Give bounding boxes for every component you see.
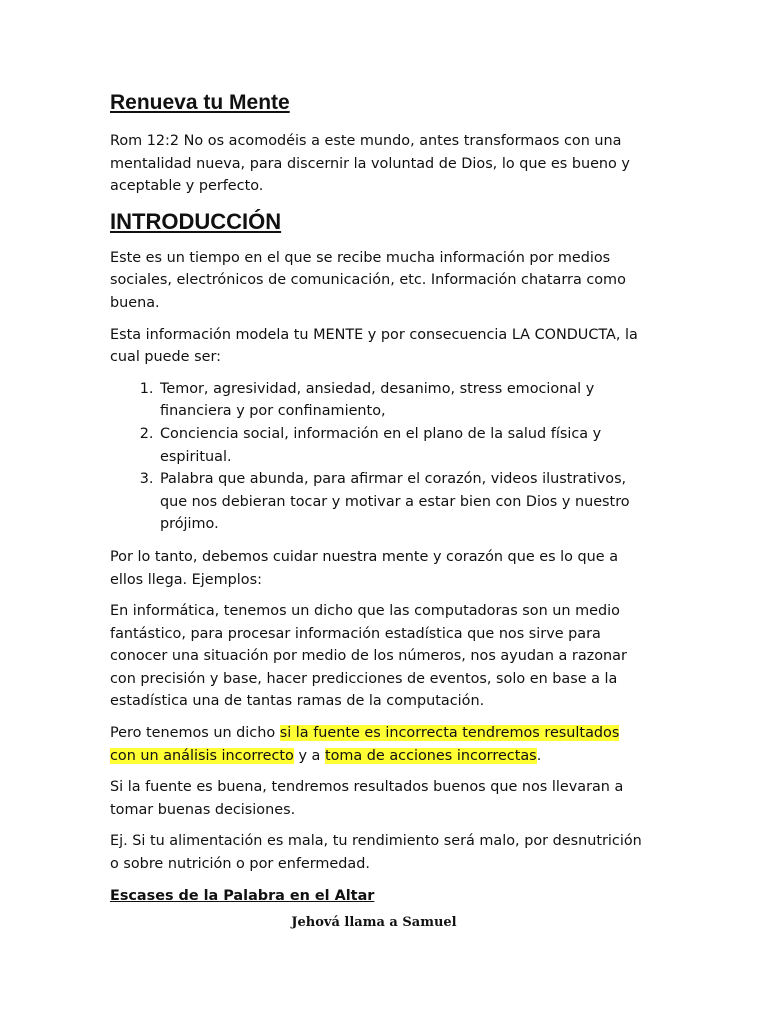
centered-line: Jehová llama a Samuel (291, 915, 457, 931)
paragraph-3: Por lo tanto, debemos cuidar nuestra mente y corazón que es lo que a ellos llega. Ejemplos: (110, 548, 619, 588)
paragraph-5-text: . (536, 747, 542, 764)
highlighted-text: toma de acciones incorrectas (324, 747, 537, 764)
conduct-list (110, 378, 648, 536)
intro-heading: INTRODUCCIÓN (110, 208, 282, 234)
paragraph-4: En informática, tenemos un dicho que las computadoras son un medio fantástico, para procesar información estadística que nos sirve para conocer una situación por medio de los números, nos ayudan a razonar con precisión y base, hacer predicciones de eventos, solo en base a la estadística una de tantas ramas de la computación. (110, 603, 627, 710)
list-item: 3. Palabra que abunda, para afirmar el corazón, videos ilustrativos, que nos debieran tocar y motivar a estar bien con Dios y nuestro prójimo. (158, 468, 648, 536)
highlighted-text: si la fuente es incorrecta tendremos resultados con un análisis incorrecto (110, 725, 620, 764)
list-item: 1. Temor, agresividad, ansiedad, desanimo, stress emocional y financiera y por confinamiento, (158, 378, 648, 423)
section-subheading: Escases de la Palabra en el Altar (110, 887, 375, 904)
paragraph-5-text: Pero tenemos un dicho (110, 725, 280, 742)
paragraph-2: Esta información modela tu MENTE y por consecuencia LA CONDUCTA, la cual puede ser: (110, 326, 638, 366)
verse-paragraph: Rom 12:2 No os acomodéis a este mundo, antes transformaos con una mentalidad nueva, para discernir la voluntad de Dios, lo que es bueno y aceptable y perfecto. (110, 133, 630, 195)
list-item: 2. Conciencia social, información en el plano de la salud física y espiritual. (158, 423, 648, 468)
document-title: Renueva tu Mente (110, 91, 290, 114)
paragraph-1: Este es un tiempo en el que se recibe mucha información por medios sociales, electrónicos de comunicación, etc. Información chatarra como buena. (110, 249, 626, 311)
paragraph-6: Si la fuente es buena, tendremos resultados buenos que nos llevaran a tomar buenas decisiones. (110, 779, 624, 818)
paragraph-5 (110, 722, 648, 767)
paragraph-5-text: y a (293, 747, 325, 764)
paragraph-7: Ej. Si tu alimentación es mala, tu rendimiento será malo, por desnutrición o sobre nutrición o por enfermedad. (110, 833, 642, 873)
